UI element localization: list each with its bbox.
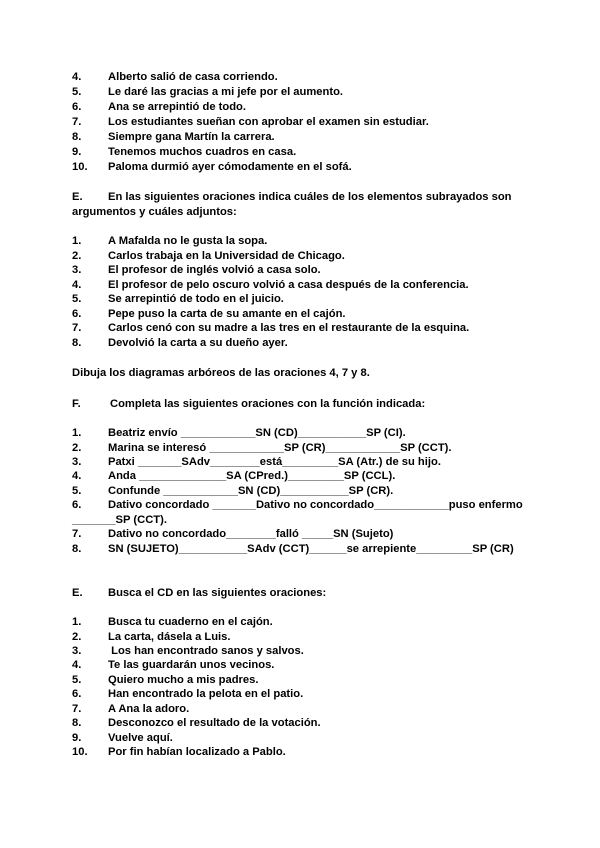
item-number: 10. [72, 746, 88, 758]
item-number: 7. [72, 116, 82, 128]
item-number: 10. [72, 161, 88, 173]
section-letter: F. [72, 398, 81, 410]
item-text: Ana se arrepintió de todo. [108, 101, 246, 113]
item-text: Pepe puso la carta de su amante en el cajón. [108, 308, 346, 320]
item-text: Busca tu cuaderno en el cajón. [108, 616, 273, 628]
item-text: Han encontrado la pelota en el patio. [108, 688, 304, 700]
item-number: 5. [72, 485, 82, 497]
item-number: 7. [72, 528, 82, 540]
section-heading-line: argumentos y cuáles adjuntos: [72, 205, 237, 218]
item-text: Quiero mucho a mis padres. [108, 674, 259, 686]
item-text: Anda ______________SA (CPred.)_________SP (CCL). [108, 470, 396, 482]
item-text: Dativo concordado _______Dativo no concordado____________puso enfermo [108, 499, 523, 511]
item-number: 4. [72, 659, 82, 671]
item-text: Tenemos muchos cuadros en casa. [108, 146, 297, 158]
item-text: Confunde ____________SN (CD)___________SP (CR). [108, 485, 394, 497]
item-number: 2. [72, 631, 82, 643]
item-number: 8. [72, 131, 82, 143]
item-text: Le daré las gracias a mi jefe por el aumento. [108, 86, 344, 98]
item-text: Desconozco el resultado de la votación. [108, 717, 321, 729]
section-letter: E. [72, 191, 83, 203]
item-number: 7. [72, 703, 82, 715]
item-text: A Ana la adoro. [108, 703, 190, 715]
item-number: 3. [72, 456, 82, 468]
item-text: Vuelve aquí. [108, 732, 173, 744]
item-number: 3. [72, 645, 82, 657]
section-e1-heading [72, 190, 532, 219]
item-text: SN (SUJETO)___________SAdv (CCT)______se arrepiente_________SP (CR) [108, 543, 514, 555]
item-number: 2. [72, 250, 82, 262]
item-number: 1. [72, 427, 82, 439]
item-text: Alberto salió de casa corriendo. [108, 71, 278, 83]
item-text: Se arrepintió de todo en el juicio. [108, 293, 284, 305]
item-number: 4. [72, 71, 82, 83]
section-letter: E. [72, 587, 83, 599]
item-text: Carlos cenó con su madre a las tres en el restaurante de la esquina. [108, 322, 470, 334]
item-number: 4. [72, 279, 82, 291]
list-item-continuation: _______SP (CCT). [72, 514, 167, 526]
item-text: Siempre gana Martín la carrera. [108, 131, 275, 143]
item-number: 5. [72, 674, 82, 686]
item-text: Beatriz envío ____________SN (CD)___________SP (CI). [108, 427, 406, 439]
item-text: La carta, dásela a Luis. [108, 631, 231, 643]
item-text: El profesor de pelo oscuro volvió a casa después de la conferencia. [108, 279, 469, 291]
item-text: Carlos trabaja en la Universidad de Chicago. [108, 250, 345, 262]
item-text: Marina se interesó ____________SP (CR)____________SP (CCT). [108, 442, 452, 454]
item-number: 8. [72, 543, 82, 555]
item-text: El profesor de inglés volvió a casa solo. [108, 264, 321, 276]
item-number: 5. [72, 86, 82, 98]
item-number: 9. [72, 732, 82, 744]
item-number: 6. [72, 101, 82, 113]
item-number: 6. [72, 499, 82, 511]
item-text: Dativo no concordado________falló _____SN (Sujeto) [108, 528, 394, 540]
item-text: A Mafalda no le gusta la sopa. [108, 235, 268, 247]
item-number: 6. [72, 688, 82, 700]
item-text: Los estudiantes sueñan con aprobar el examen sin estudiar. [108, 116, 429, 128]
item-number: 1. [72, 235, 82, 247]
item-number: 3. [72, 264, 82, 276]
section-heading-line: En las siguientes oraciones indica cuáles de los elementos subrayados son [108, 191, 512, 203]
item-text: Te las guardarán unos vecinos. [108, 659, 275, 671]
item-text: Paloma durmió ayer cómodamente en el sofá. [108, 161, 352, 173]
item-number: 2. [72, 442, 82, 454]
item-number: 7. [72, 322, 82, 334]
item-text: Los han encontrado sanos y salvos. [108, 645, 304, 657]
item-text: Devolvió la carta a su dueño ayer. [108, 337, 288, 349]
item-text: Por fin habían localizado a Pablo. [108, 746, 286, 758]
item-number: 5. [72, 293, 82, 305]
item-text: Patxi _______SAdv________está_________SA (Atr.) de su hijo. [108, 456, 441, 468]
item-number: 9. [72, 146, 82, 158]
item-number: 4. [72, 470, 82, 482]
item-number: 6. [72, 308, 82, 320]
section-heading: Busca el CD en las siguientes oraciones: [108, 587, 327, 599]
trees-instruction: Dibuja los diagramas arbóreos de las oraciones 4, 7 y 8. [72, 367, 370, 379]
section-heading: Completa las siguientes oraciones con la función indicada: [110, 398, 426, 410]
item-number: 8. [72, 337, 82, 349]
item-number: 8. [72, 717, 82, 729]
item-number: 1. [72, 616, 82, 628]
